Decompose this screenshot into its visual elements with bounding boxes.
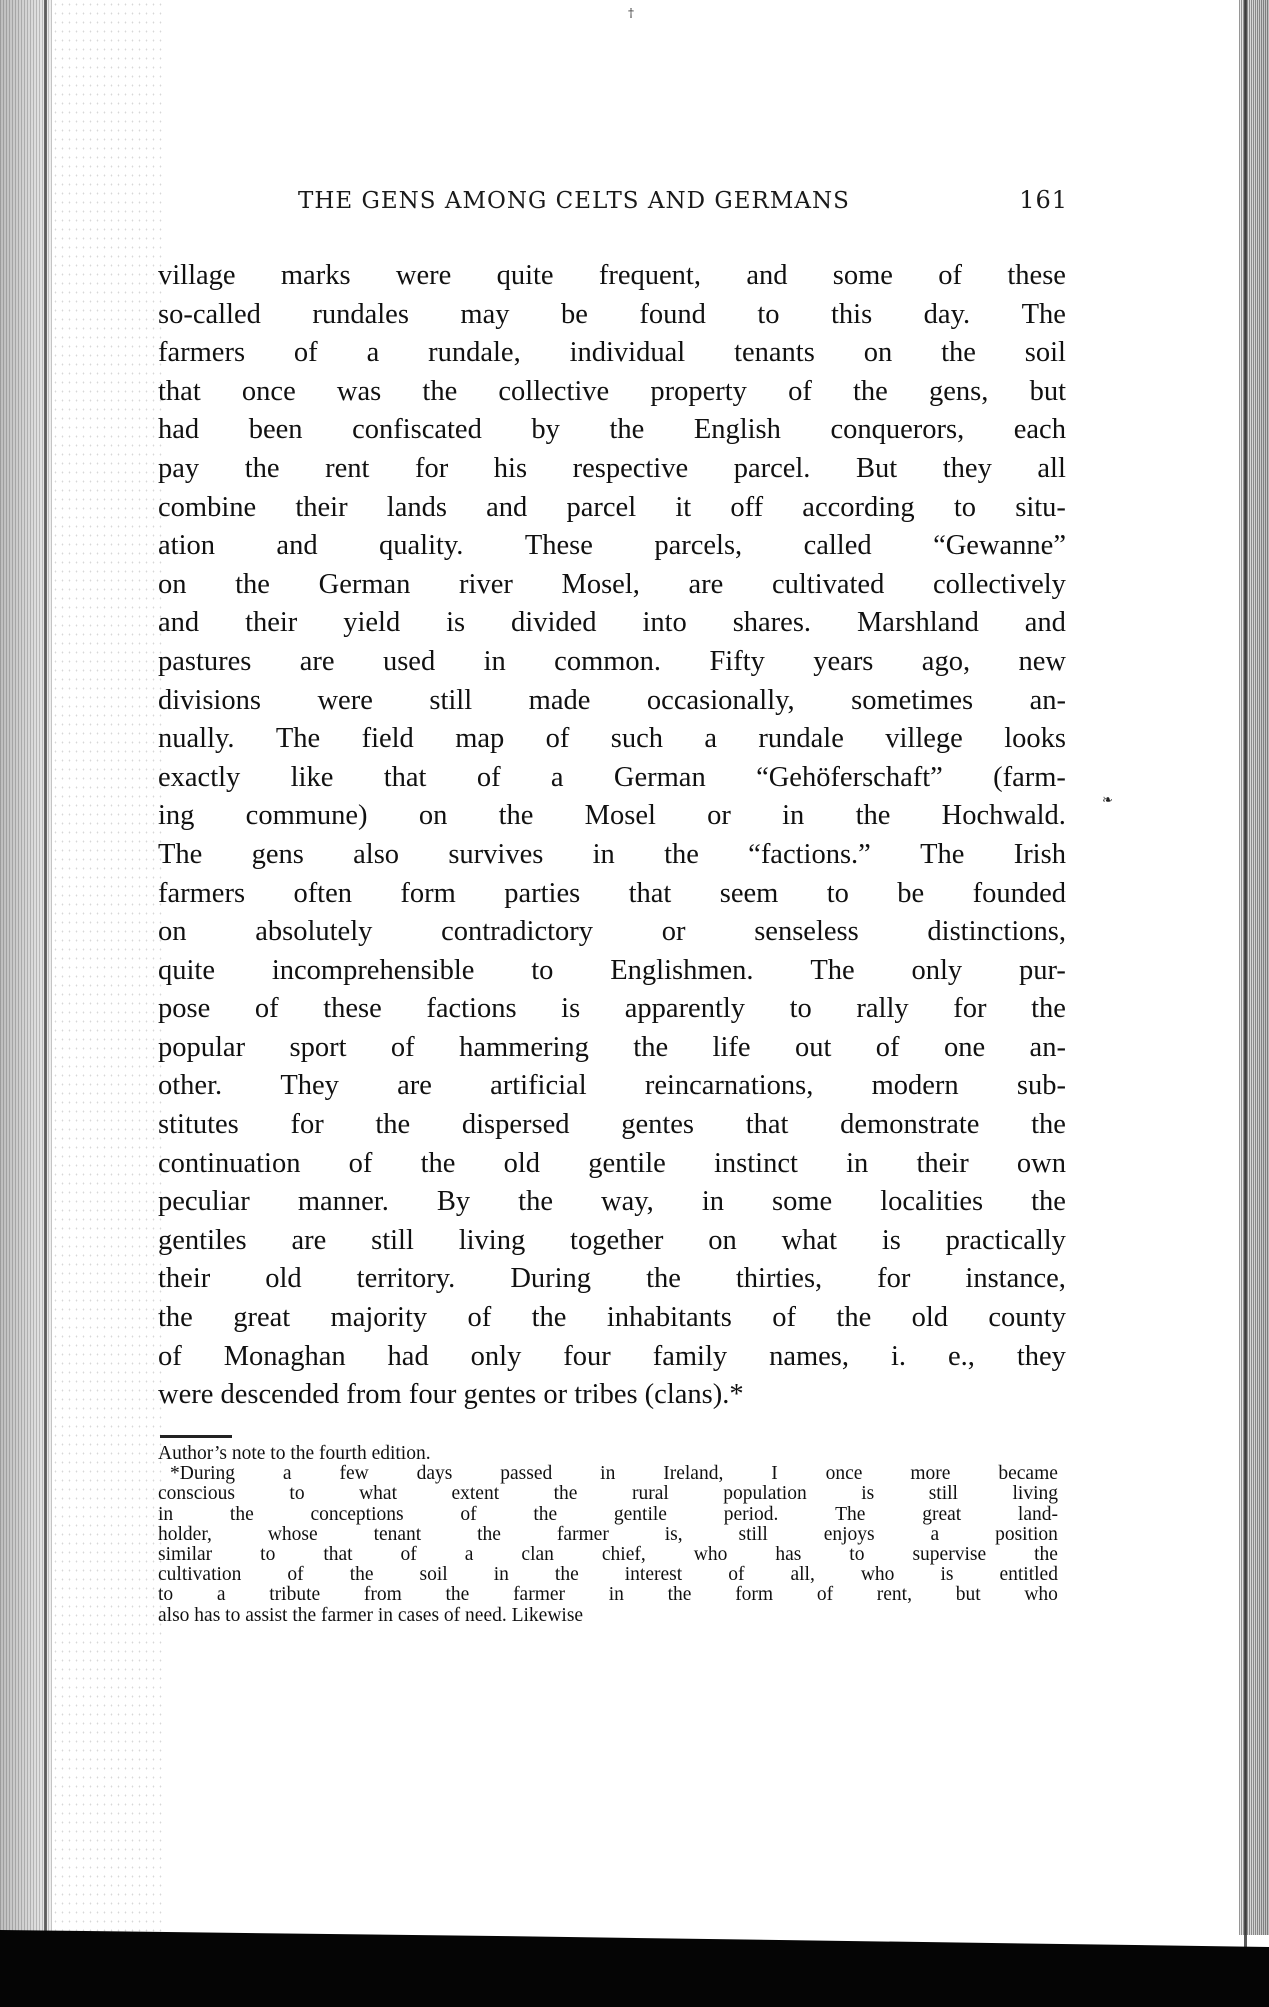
footnote-line: similar to that of a clan chief, who has to supervise the: [158, 1543, 1058, 1565]
text-line: ation and quality. These parcels, called “Gewanne”: [158, 530, 1066, 562]
text-line: combine their lands and parcel it off according to situ-: [158, 491, 1066, 523]
text-line: had been confiscated by the English conquerors, each: [158, 414, 1066, 446]
text-line: that once was the collective property of the gens, but: [158, 375, 1066, 407]
text-line: farmers often form parties that seem to be founded: [158, 877, 1066, 909]
text-line: and their yield is divided into shares. Marshland and: [158, 607, 1066, 639]
footnote-line: to a tribute from the farmer in the form of rent, but who: [158, 1584, 1058, 1606]
footnote-rule: [160, 1435, 232, 1438]
footnote-line: conscious to what extent the rural population is still living: [158, 1483, 1058, 1505]
footnote-line: in the conceptions of the gentile period. The great land-: [158, 1503, 1058, 1525]
text-line: on absolutely contradictory or senseless distinctions,: [158, 916, 1066, 948]
scan-right-edge: [1244, 0, 1247, 1960]
page-header: [298, 188, 1068, 220]
footnote-line: also has to assist the farmer in cases of need. Likewise: [158, 1604, 584, 1626]
text-line: village marks were quite frequent, and some of these: [158, 260, 1066, 291]
text-line: pastures are used in common. Fifty years ago, new: [158, 645, 1066, 677]
text-line: on the German river Mosel, are cultivated collectively: [158, 568, 1066, 600]
footnote-line: cultivation of the soil in the interest of all, who is entitled: [158, 1564, 1058, 1586]
margin-ornament-icon: ❧: [1102, 793, 1113, 808]
running-title: THE GENS AMONG CELTS AND GERMANS: [298, 188, 850, 214]
text-line: other. They are artificial reincarnations, modern sub-: [158, 1070, 1066, 1102]
text-line: popular sport of hammering the life out of one an-: [158, 1031, 1066, 1063]
body-text: [158, 257, 1066, 1415]
scan-bottom-shadow: [0, 1930, 1269, 2007]
text-line: their old territory. During the thirties, for instance,: [158, 1263, 1066, 1295]
text-line: pay the rent for his respective parcel. But they all: [158, 452, 1066, 484]
text-line: exactly like that of a German “Gehöferschaft” (farm-: [158, 761, 1066, 793]
text-line: divisions were still made occasionally, sometimes an-: [158, 684, 1066, 716]
footnote-line: *During a few days passed in Ireland, I once more became: [170, 1463, 1058, 1485]
scan-left-edge: [44, 0, 47, 1935]
text-line: farmers of a rundale, individual tenants on the soil: [158, 337, 1066, 369]
footnote: [158, 1444, 1058, 1626]
text-line: The gens also survives in the “factions.” The Irish: [158, 838, 1066, 870]
text-line: ing commune) on the Mosel or in the Hochwald.: [158, 800, 1066, 832]
footnote-heading: Author’s note to the fourth edition.: [158, 1443, 431, 1464]
footnote-line: holder, whose tenant the farmer is, still enjoys a position: [158, 1523, 1058, 1545]
text-line: were descended from four gentes or tribes (clans).*: [158, 1379, 744, 1411]
text-line: nually. The field map of such a rundale villege looks: [158, 723, 1066, 755]
scan-left-speckle: [52, 0, 162, 1935]
text-line: continuation of the old gentile instinct in their own: [158, 1147, 1066, 1179]
text-line: so-called rundales may be found to this day. The: [158, 298, 1066, 330]
top-mark: †: [628, 6, 634, 20]
page-number: 161: [1019, 186, 1068, 214]
text-line: the great majority of the inhabitants of the old county: [158, 1302, 1066, 1334]
text-line: peculiar manner. By the way, in some localities the: [158, 1186, 1066, 1218]
text-line: pose of these factions is apparently to rally for the: [158, 993, 1066, 1025]
text-line: gentiles are still living together on what is practically: [158, 1224, 1066, 1256]
text-line: stitutes for the dispersed gentes that demonstrate the: [158, 1109, 1066, 1141]
text-line: of Monaghan had only four family names, i. e., they: [158, 1340, 1066, 1372]
text-line: quite incomprehensible to Englishmen. The only pur-: [158, 954, 1066, 986]
